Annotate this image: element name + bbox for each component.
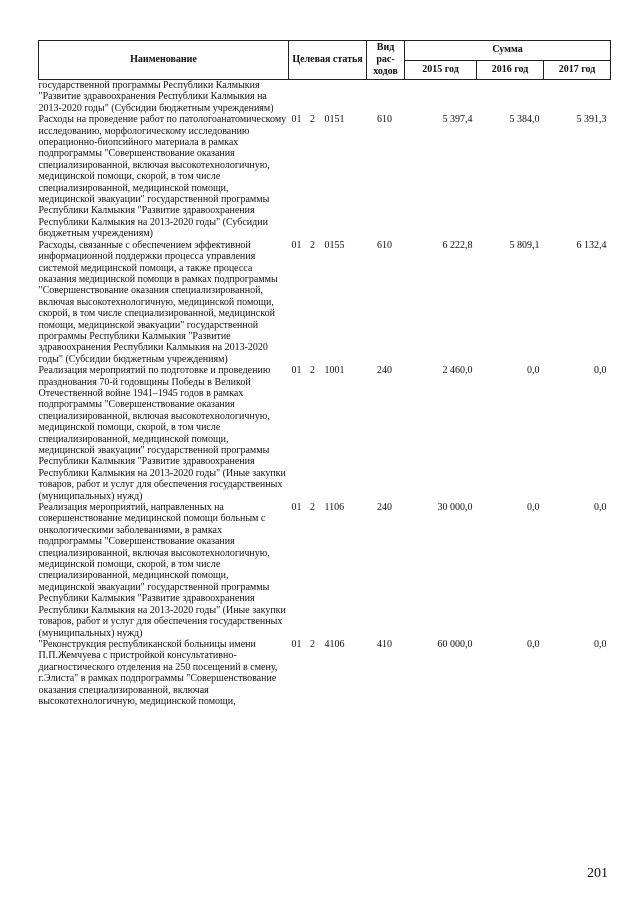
row-code-direction: 0151 <box>324 114 345 126</box>
row-sum-2016: 0,0 <box>527 638 540 650</box>
row-name: Расходы на проведение работ по патологоанатомическому исследованию, морфологическому исследованию операционно-биопсийного материала в рамках подпрограммы "Совершенствование оказания специализированной, включая высокотехнологичную, медицинской помощи, скорой, в том числе специализированной, медицинской помощи, медицинской эвакуации" государственной программы Республики Калмыкия "Развитие здравоохранения Республики Калмыкия на 2013-2020 годы" (Субсидии бюджетным учреждениям) <box>38 114 287 240</box>
row-expense-type: 240 <box>377 365 393 377</box>
row-sum-2016: 0,0 <box>527 365 540 377</box>
row-name: государственной программы Республики Калмыкия "Развитие здравоохранения Республики Калмыкия на 2013-2020 годы" (Субсидии бюджетным учреждениям) <box>38 80 274 114</box>
row-expense-type: 610 <box>377 114 393 126</box>
header-target-article: Целевая статья <box>289 41 367 80</box>
table-row-continuation <box>39 80 611 115</box>
row-name: Реализация мероприятий по подготовке и проведению празднования 70-й годовщины Победы в Великой Отечественной войне 1941–1945 годов в рамках подпрограммы "Совершенствование оказания специализированной, включая высокотехнологичную, медицинской помощи, скорой, в том числе специализированной, медицинской помощи, медицинской эвакуации" государственной программы Республики Калмыкия "Развитие здравоохранения Республики Калмыкия на 2013-2020 годы" (Иные закупки товаров, работ и услуг для обеспечения государственных (муниципальных) нужд) <box>38 365 286 502</box>
row-code-subprogram: 2 <box>310 502 315 514</box>
row-sum-2015: 6 222,8 <box>442 239 473 251</box>
row-sum-2015: 2 460,0 <box>442 365 473 377</box>
table-row <box>39 502 611 639</box>
row-code-section: 01 <box>291 502 302 514</box>
row-sum-2016: 5 809,1 <box>509 239 540 251</box>
row-expense-type: 410 <box>377 638 393 650</box>
budget-table-sheet <box>38 40 610 707</box>
row-code-direction: 4106 <box>324 638 345 650</box>
row-name: Расходы, связанные с обеспечением эффективной информационной поддержки процесса управления системой медицинской помощи, а также процесса оказания медицинской помощи в рамках подпрограммы "Совершенствование оказания специализированной, включая высокотехнологичную, медицинской помощи, скорой, в том числе специализированной, медицинской помощи, медицинской эвакуации" государственной программы Республики Калмыкия "Развитие здравоохранения Республики Калмыкия на 2013-2020 годы" (Субсидии бюджетным учреждениям) <box>38 239 278 365</box>
header-expense-type: Вид рас-ходов <box>367 41 405 80</box>
row-expense-type: 610 <box>377 239 393 251</box>
row-sum-2016: 5 384,0 <box>509 114 540 126</box>
row-code-direction: 1106 <box>324 502 345 514</box>
row-sum-2017: 0,0 <box>594 502 607 514</box>
row-name: Реализация мероприятий, направленных на совершенствование медицинской помощи больным с онкологическими заболеваниями, в рамках подпрограммы "Совершенствование оказания специализированной, включая высокотехнологичную, медицинской помощи, скорой, в том числе специализированной, медицинской помощи, медицинской эвакуации" государственной программы Республики Калмыкия "Развитие здравоохранения Республики Калмыкия на 2013-2020 годы" (Иные закупки товаров, работ и услуг для обеспечения государственных (муниципальных) нужд) <box>38 502 286 639</box>
row-code-section: 01 <box>291 239 302 251</box>
row-sum-2017: 0,0 <box>594 638 607 650</box>
row-code-section: 01 <box>291 638 302 650</box>
table-row <box>39 114 611 239</box>
row-sum-2017: 0,0 <box>594 365 607 377</box>
header-year-2016: 2016 год <box>477 60 544 80</box>
row-sum-2015: 30 000,0 <box>437 502 473 514</box>
row-sum-2017: 6 132,4 <box>576 239 607 251</box>
row-sum-2017: 5 391,3 <box>576 114 607 126</box>
row-code-section: 01 <box>291 114 302 126</box>
row-code-direction: 0155 <box>324 239 345 251</box>
row-sum-2015: 5 397,4 <box>442 114 473 126</box>
header-name: Наименование <box>39 41 289 80</box>
table-row <box>39 240 611 365</box>
row-name: "Реконструкция республиканской больницы имени П.П.Жемчуева с пристройкой консультативно-диагностического отделения на 250 посещений в смену, г.Элиста" в рамках подпрограммы "Совершенствование оказания специализированной, включая высокотехнологичную, медицинской помощи, <box>38 638 278 707</box>
row-code-subprogram: 2 <box>310 239 315 251</box>
header-year-2017: 2017 год <box>544 60 611 80</box>
row-code-subprogram: 2 <box>310 638 315 650</box>
budget-table <box>38 40 611 707</box>
row-code-direction: 1001 <box>324 365 345 377</box>
row-code-subprogram: 2 <box>310 365 315 377</box>
row-code-section: 01 <box>291 365 302 377</box>
header-year-2015: 2015 год <box>405 60 477 80</box>
row-expense-type: 240 <box>377 502 393 514</box>
table-row <box>39 365 611 502</box>
row-sum-2016: 0,0 <box>527 502 540 514</box>
header-sum: Сумма <box>405 41 611 61</box>
page-number: 201 <box>587 866 608 881</box>
row-sum-2015: 60 000,0 <box>437 638 473 650</box>
row-code-subprogram: 2 <box>310 114 315 126</box>
table-row <box>39 639 611 707</box>
